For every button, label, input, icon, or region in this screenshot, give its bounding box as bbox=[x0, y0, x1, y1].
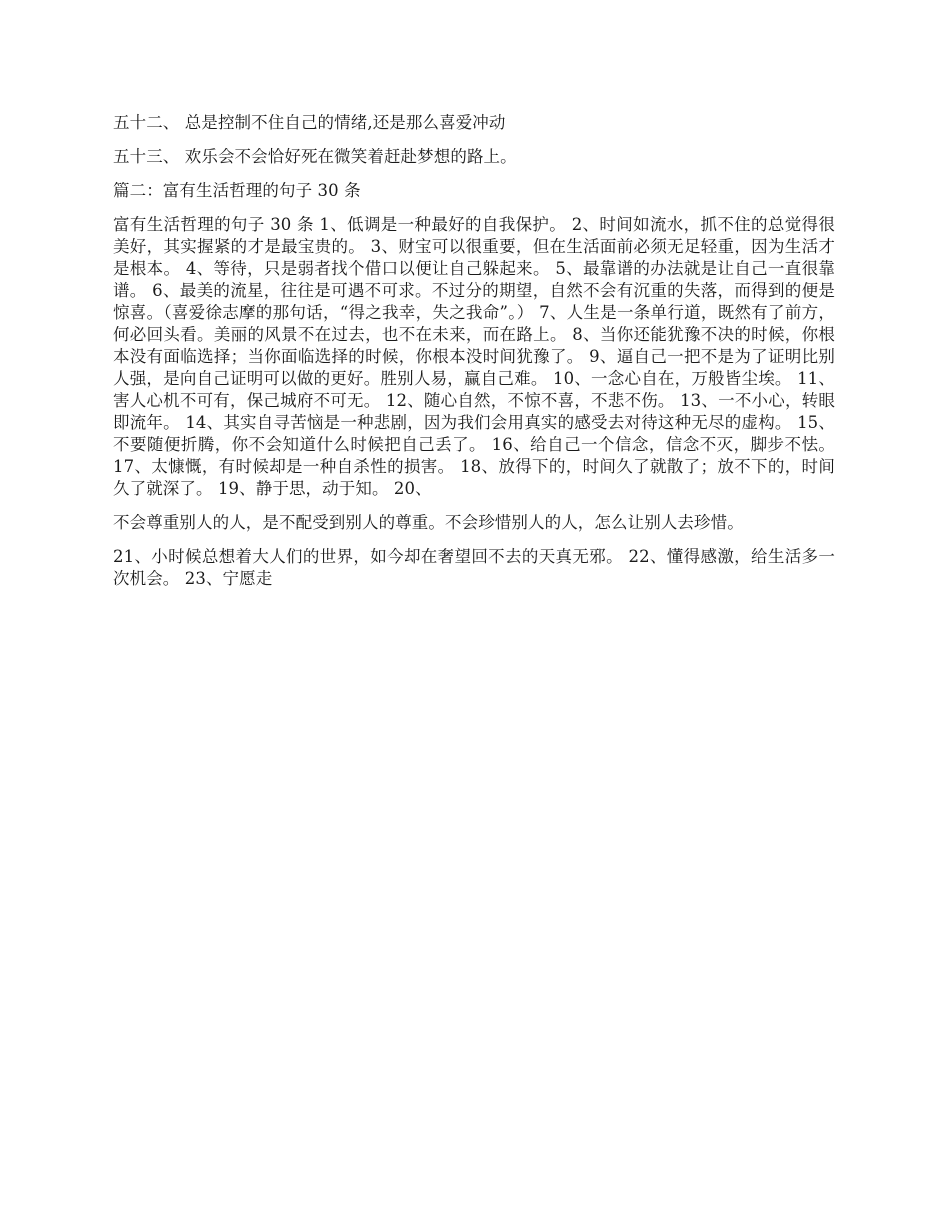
paragraph-item-52: 五十二、 总是控制不住自己的情绪,还是那么喜爱冲动 bbox=[113, 113, 506, 132]
paragraph-quote-20-continued: 不会尊重别人的人，是不配受到别人的尊重。不会珍惜别人的人，怎么让别人去珍惜。 bbox=[113, 513, 744, 532]
section-heading: 篇二：富有生活哲理的句子 30 条 bbox=[113, 181, 361, 200]
paragraph-item-53: 五十三、 欢乐会不会恰好死在微笑着赶赴梦想的路上。 bbox=[113, 147, 517, 166]
paragraph-quotes-1-20: 富有生活哲理的句子 30 条 1、低调是一种最好的自我保护。 2、时间如流水，抓不住的总觉得很美好，其实握紧的才是最宝贵的。 3、财宝可以很重要，但在生活面前必须无足轻重，因为生活才是根本。 4、等待，只是弱者找个借口以便让自己躲起来。 5、最靠谱的办法就是让自己一直很靠谱。 6、最美的流星，往往是可遇不可求。不过分的期望，自然不会有沉重的失落，而得到的便是惊喜。（喜爱徐志摩的那句话，“得之我幸，失之我命”。） 7、人生是一条单行道，既然有了前方，何必回头看。美丽的风景不在过去，也不在未来，而在路上。 8、当你还能犹豫不决的时候，你根本没有面临选择；当你面临选择的时候，你根本没时间犹豫了。 9、逼自己一把不是为了证明比别人强，是向自己证明可以做的更好。胜别人易，赢自己难。 10、一念心自在，万般皆尘埃。 11、害人心机不可有，保己城府不可无。 12、随心自然，不惊不喜，不悲不伤。 13、一不小心，转眼即流年。 14、其实自寻苦恼是一种悲剧，因为我们会用真实的感受去对待这种无尽的虚构。 15、不要随便折腾，你不会知道什么时候把自己丢了。 16、给自己一个信念，信念不灭，脚步不怯。 17、太慷慨，有时候却是一种自杀性的损害。 18、放得下的，时间久了就散了；放不下的，时间久了就深了。 19、静于思，动于知。 20、 bbox=[113, 215, 835, 498]
document-body bbox=[113, 112, 835, 602]
paragraph-quotes-21-23: 21、小时候总想着大人们的世界，如今却在奢望回不去的天真无邪。 22、懂得感激，给生活多一次机会。 23、宁愿走 bbox=[113, 547, 835, 588]
